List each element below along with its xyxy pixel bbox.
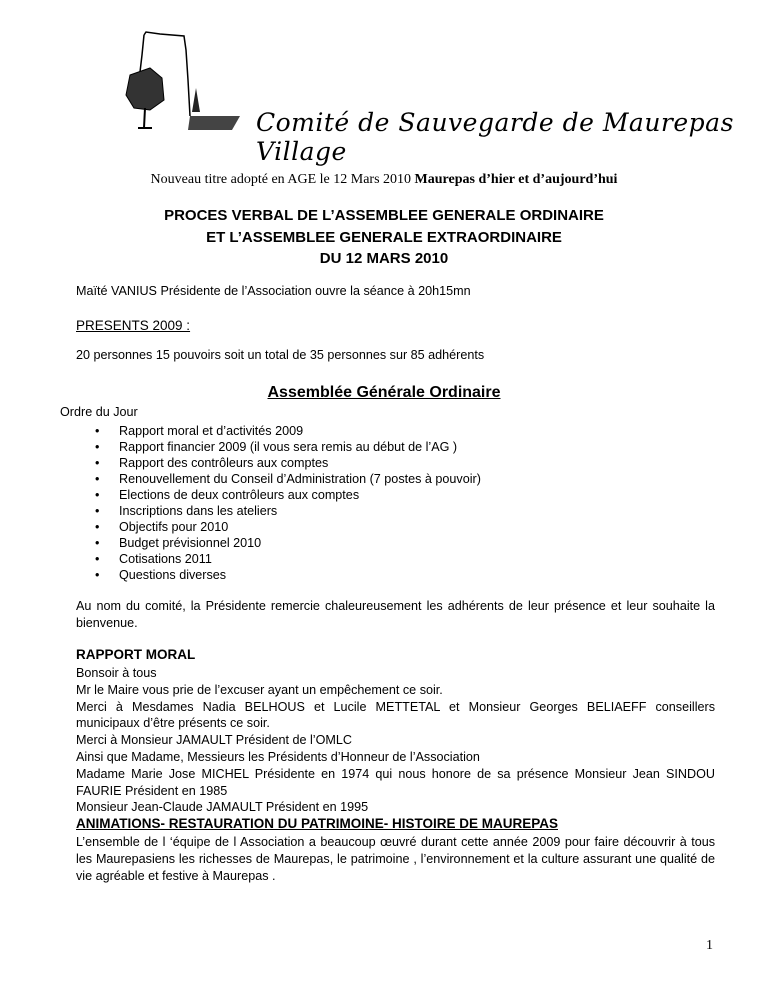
presents-heading: PRESENTS 2009 : — [76, 318, 191, 333]
presents-text: 20 personnes 15 pouvoirs soit un total de 35 personnes sur 85 adhérents — [76, 348, 485, 362]
agenda-item: • Cotisations 2011 — [95, 551, 481, 567]
subtitle — [0, 172, 768, 188]
title-line: DU 12 MARS 2010 — [319, 250, 449, 267]
agenda-item: • Rapport des contrôleurs aux comptes — [95, 455, 481, 471]
document-title — [0, 205, 768, 270]
subtitle-plain: Nouveau titre adopté en AGE le 12 Mars 2010 — [150, 172, 415, 187]
body-line: Mr le Maire vous prie de l’excuser ayant un empêchement ce soir. — [76, 682, 443, 697]
animations-text: L’ensemble de l ‘équipe de l Association a beaucoup œuvré durant cette année 2009 pour faire découvrir à tous les Maurepasiens les richesses de Maurepas, le patrimoine , l’environnement et la culture assurant une qualité de vie agréable et festive à Maurepas . — [76, 835, 715, 883]
opening-text: Maïté VANIUS Présidente de l’Association ouvre la séance à 20h15mn — [76, 284, 471, 298]
ago-heading: Assemblée Générale Ordinaire — [267, 384, 501, 401]
agenda-list — [95, 423, 481, 583]
body-paragraph: Merci à Mesdames Nadia BELHOUS et Lucile METTETAL et Monsieur Georges BELIAEFF conseillers municipaux d’être présents ce soir. — [76, 699, 715, 731]
body-line: Monsieur Jean-Claude JAMAULT Président en 1995 — [76, 800, 369, 815]
logo-drawing-icon — [120, 30, 250, 130]
agenda-item: • Rapport moral et d’activités 2009 — [95, 423, 481, 439]
logo-text: Comité de Sauvegarde de Maurepas Village — [256, 108, 734, 166]
agenda-item: • Elections de deux contrôleurs aux comptes — [95, 487, 481, 503]
rapport-moral-body — [76, 665, 715, 816]
agenda-item: • Budget prévisionnel 2010 — [95, 535, 481, 551]
title-line: ET L’ASSEMBLEE GENERALE EXTRAORDINAIRE — [206, 228, 562, 246]
agenda-item: • Rapport financier 2009 (il vous sera remis au début de l’AG ) — [95, 439, 481, 455]
welcome-text: Au nom du comité, la Présidente remercie chaleureusement les adhérents de leur présence et leur souhaite la bienvenue. — [76, 599, 715, 630]
agenda-item: • Inscriptions dans les ateliers — [95, 503, 481, 519]
title-line: PROCES VERBAL DE L’ASSEMBLEE GENERALE ORDINAIRE — [164, 207, 604, 224]
body-line: Ainsi que Madame, Messieurs les Présidents d’Honneur de l’Association — [76, 749, 480, 764]
agenda-item: • Renouvellement du Conseil d’Administration (7 postes à pouvoir) — [95, 471, 481, 487]
body-paragraph: Madame Marie Jose MICHEL Présidente en 1974 qui nous honore de sa présence Monsieur Jean SINDOU FAURIE Président en 1985 — [76, 766, 715, 798]
agenda-item: • Questions diverses — [95, 567, 481, 583]
rapport-moral-heading: RAPPORT MORAL — [76, 647, 196, 662]
body-line: Merci à Monsieur JAMAULT Président de l’OMLC — [76, 733, 352, 748]
page-number: 1 — [706, 938, 713, 953]
agenda-item: • Objectifs pour 2010 — [95, 519, 481, 535]
body-line: Bonsoir à tous — [76, 666, 157, 680]
agenda-label: Ordre du Jour — [60, 405, 138, 419]
animations-heading: ANIMATIONS- RESTAURATION DU PATRIMOINE- HISTOIRE DE MAUREPAS — [76, 816, 558, 831]
subtitle-bold: Maurepas d’hier et d’aujourd’hui — [414, 172, 618, 187]
